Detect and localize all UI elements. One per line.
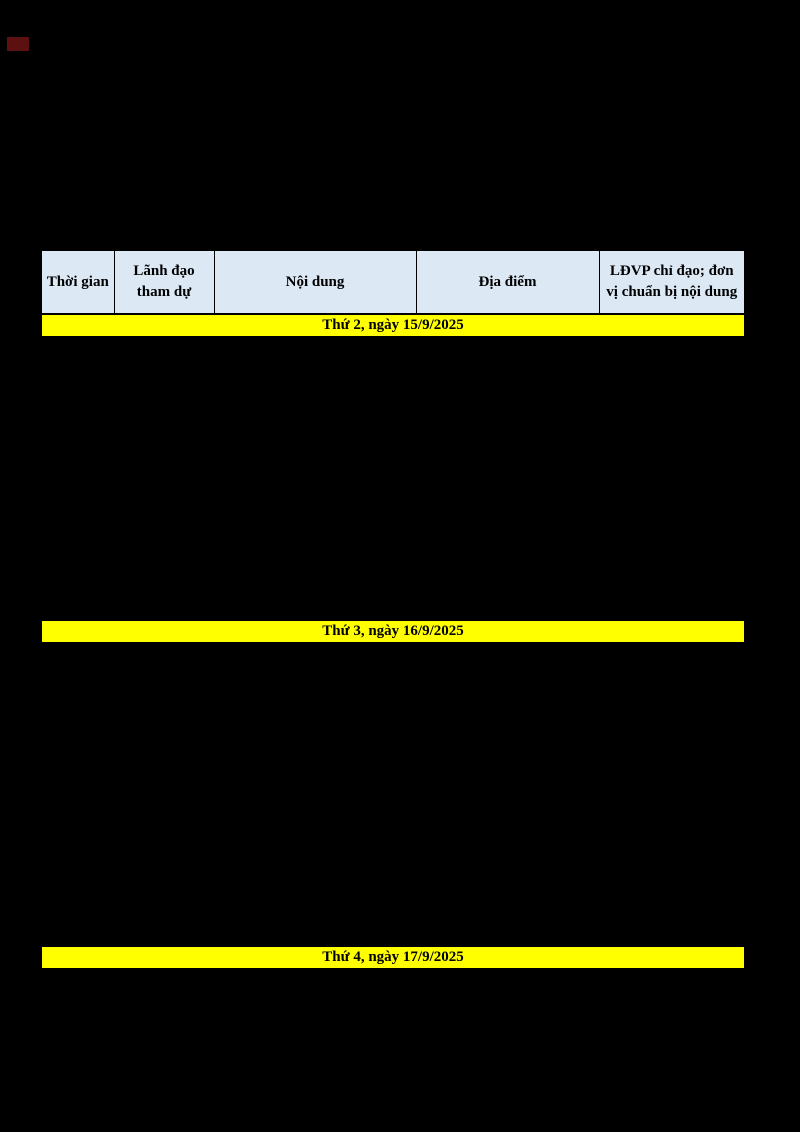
day-banner-label: Thứ 2, ngày 15/9/2025: [41, 314, 745, 337]
day-banner-row-monday: [41, 314, 745, 337]
col-header-thoi-gian: Thời gian: [41, 250, 114, 314]
col-header-noi-dung: Nội dung: [214, 250, 416, 314]
header-row: [41, 250, 745, 314]
day-banner-label: Thứ 3, ngày 16/9/2025: [41, 620, 745, 643]
col-header-dia-diem: Địa điểm: [416, 250, 599, 314]
empty-body-rows: [41, 337, 745, 620]
day-banner-label: Thứ 4, ngày 17/9/2025: [41, 946, 745, 969]
empty-body-rows: [41, 643, 745, 946]
day-banner-row-wednesday: [41, 946, 745, 969]
schedule-table: [40, 249, 746, 970]
corner-marker: [7, 37, 29, 51]
day-banner-row-tuesday: [41, 620, 745, 643]
col-header-lanh-dao-tham-du: Lãnh đạo tham dự: [114, 250, 214, 314]
col-header-ldvp-chi-dao: LĐVP chỉ đạo; đơn vị chuẩn bị nội dung: [599, 250, 745, 314]
